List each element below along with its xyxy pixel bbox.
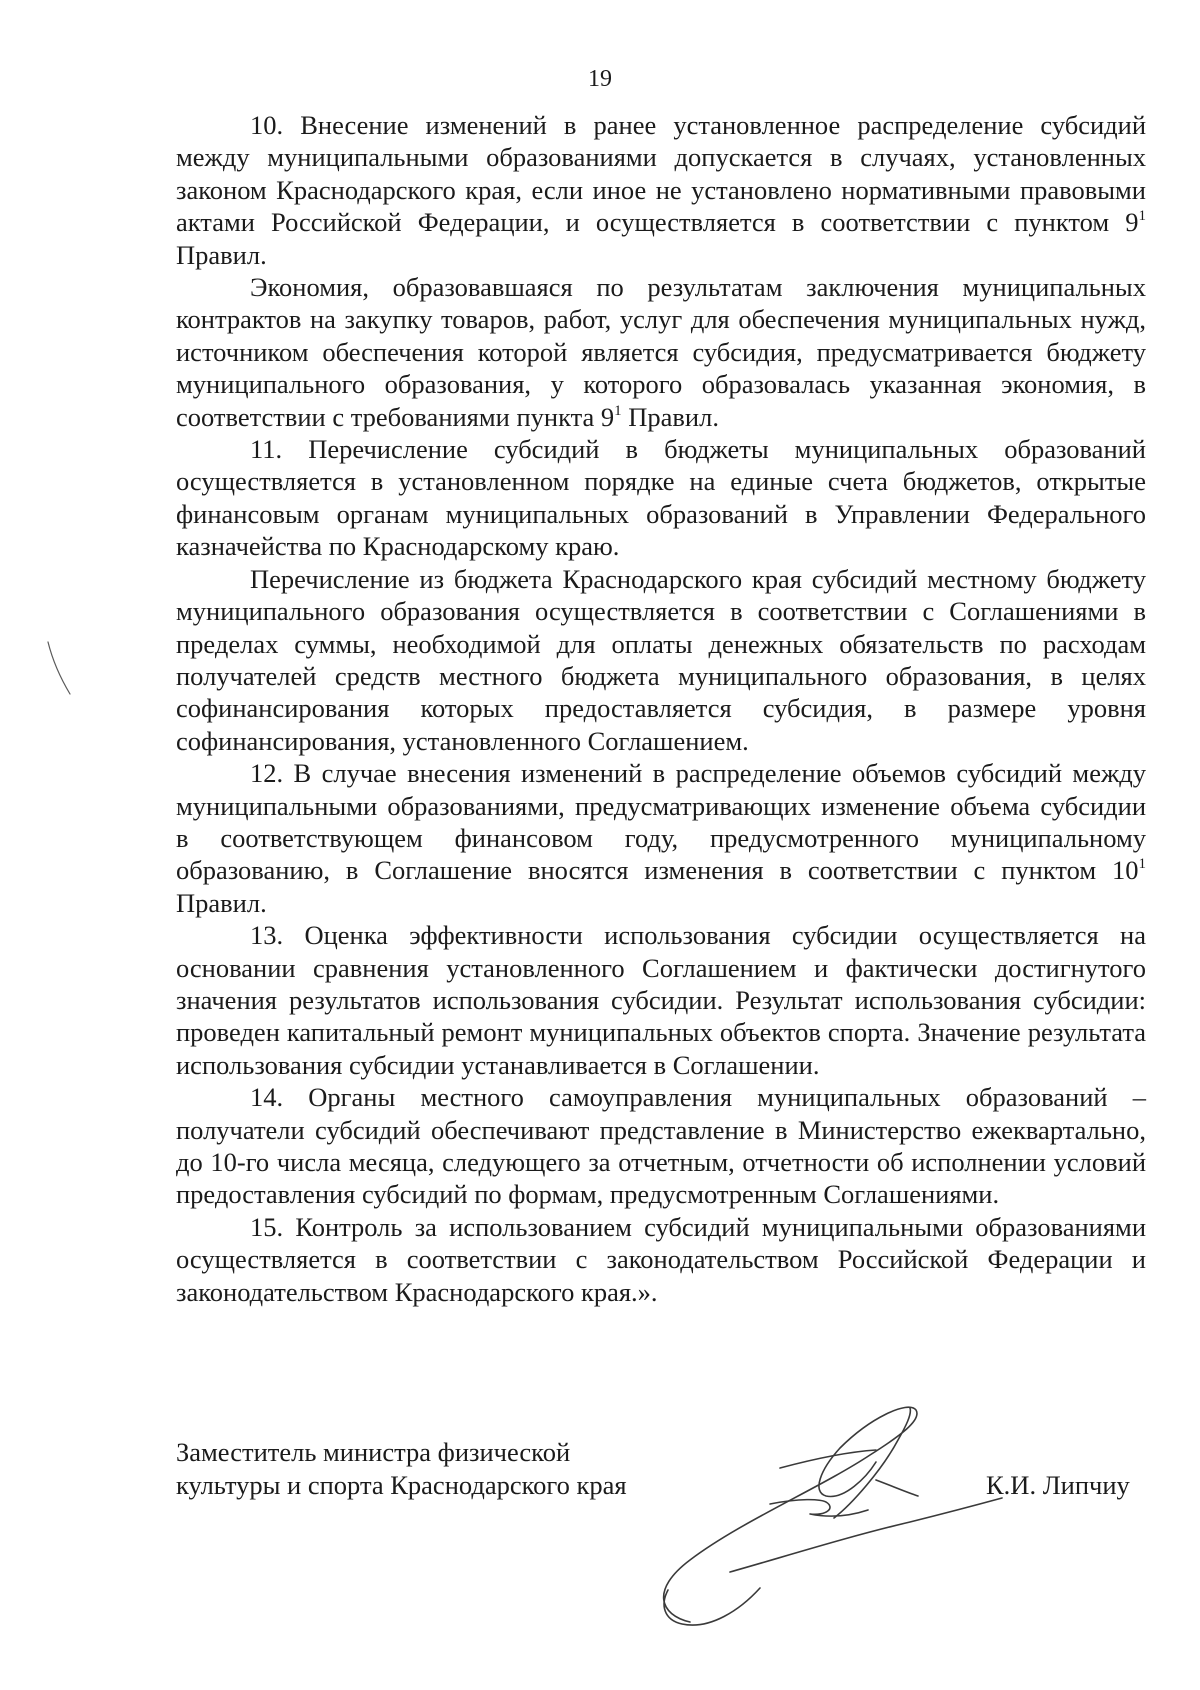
signer-position-line2: культуры и спорта Краснодарского края [176, 1470, 627, 1500]
margin-pen-mark [44, 640, 74, 696]
handwritten-signature [630, 1400, 1050, 1630]
paragraph-economy: Экономия, образовавшаяся по результатам заключения муниципальных контрактов на закупку товаров, работ, услуг для обеспечения муниципальных нужд, источником обеспечения которой является субсидия, предусматривается бюджету муниципального образования, у которого образовалась указанная экономия, в соответствии с требованиями пункта $9^1$ Правил. [176, 272, 1146, 432]
document-body [176, 109, 1146, 1308]
page-number: 19 [588, 66, 612, 92]
paragraph-15: 15. Контроль за использованием субсидий муниципальными образованиями осуществляется в соответствии с законодательством Российской Федерации и законодательством Краснодарского края.». [176, 1211, 1146, 1307]
signer-name: К.И. Липчиу [986, 1470, 1130, 1500]
paragraph-13: 13. Оценка эффективности использования субсидии осуществляется на основании сравнения установленного Соглашением и фактически достигнутого значения результатов использования субсидии. Результат использования субсидии: проведен капитальный ремонт муниципальных объектов спорта. Значение результата использования субсидии устанавливается в Соглашении. [176, 920, 1146, 1080]
paragraph-12: 12. В случае внесения изменений в распределение объемов субсидий между муниципальными образованиями, предусматривающих изменение объема субсидии в соответствующем финансовом году, предусмотренного муниципальному образованию, в Соглашение вносятся изменения в соответствии с пунктом $10^1$ Правил. [176, 758, 1146, 918]
paragraph-10: 10. Внесение изменений в ранее установленное распределение субсидий между муниципальными образованиями допускается в случаях, установленных законом Краснодарского края, если иное не установлено нормативными правовыми актами Российской Федерации, и осуществляется в соответствии с пунктом $9^1$ Правил. [176, 110, 1146, 270]
paragraph-11: 11. Перечисление субсидий в бюджеты муниципальных образований осуществляется в установленном порядке на единые счета бюджетов, открытые финансовым органам муниципальных образований в Управлении Федерального казначейства по Краснодарскому краю. [176, 434, 1146, 562]
paragraph-14: 14. Органы местного самоуправления муниципальных образований – получатели субсидий обеспечивают представление в Министерство ежеквартально, до 10-го числа месяца, следующего за отчетным, отчетности об исполнении условий предоставления субсидий по формам, предусмотренным Соглашениями. [176, 1082, 1146, 1210]
paragraph-transfer: Перечисление из бюджета Краснодарского края субсидий местному бюджету муниципального образования осуществляется в соответствии с Соглашениями в пределах суммы, необходимой для оплаты денежных обязательств по расходам получателей средств местного бюджета муниципального образования, в целях софинансирования которых предоставляется субсидия, в размере уровня софинансирования, установленного Соглашением. [176, 563, 1146, 756]
signer-position-line1: Заместитель министра физической [176, 1437, 571, 1467]
